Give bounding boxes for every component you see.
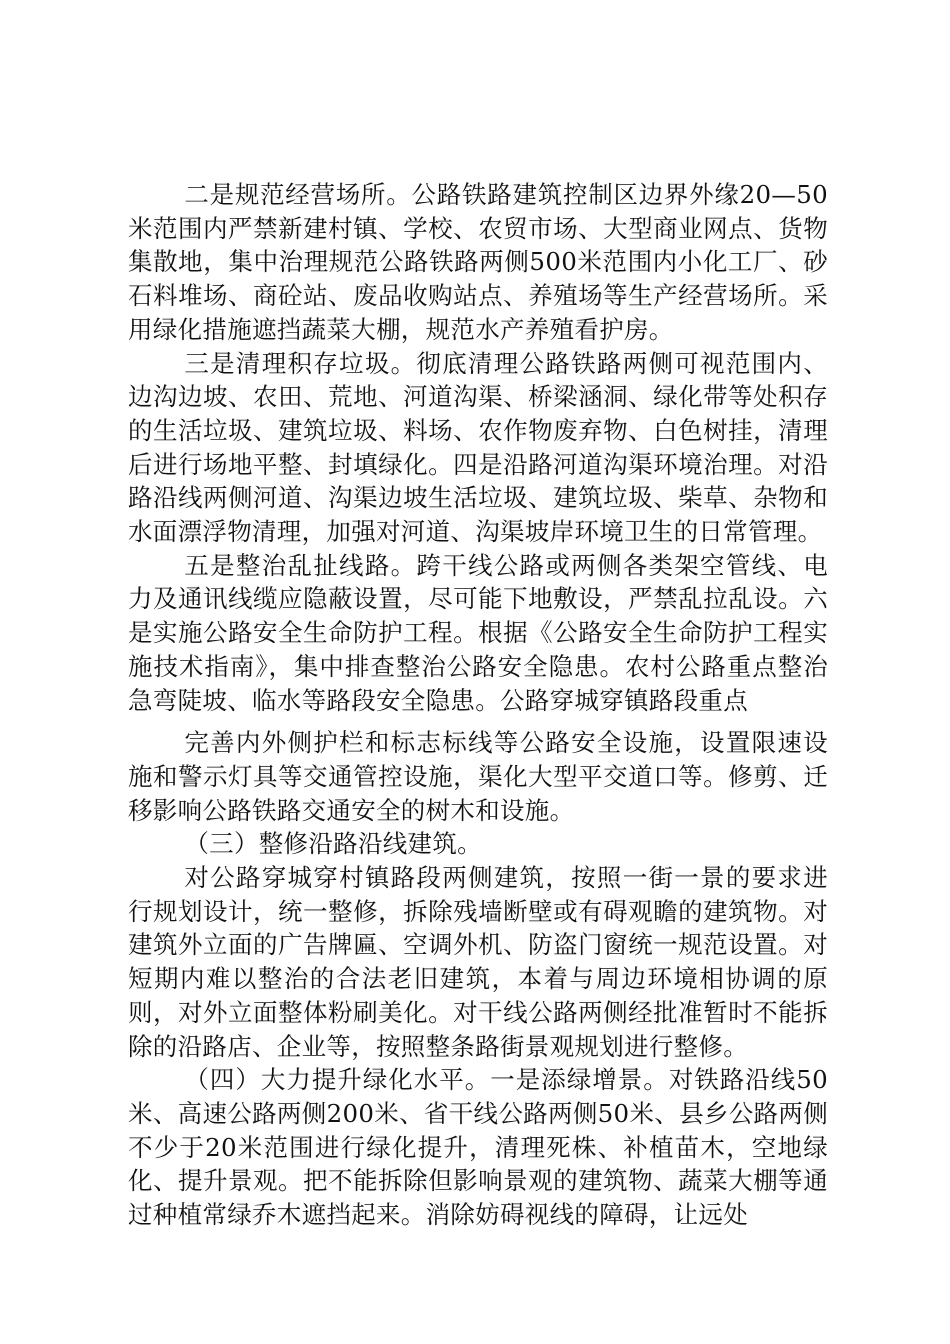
section-heading-buildings: （三）整修沿路沿线建筑。 <box>184 829 482 859</box>
paragraph-regulate-business-sites: 二是规范经营场所。公路铁路建筑控制区边界外缘20—50米范围内严禁新建村镇、学校、农贸市场、大型商业网点、货物集散地，集中治理规范公路铁路两侧500米范围内小化工厂、砂石料堆场、商砼站、废品收购站点、养殖场等生产经营场所。采用绿化措施遮挡蔬菜大棚，规范水产养殖看护房。 <box>128 180 828 344</box>
paragraph-clean-garbage: 三是清理积存垃圾。彻底清理公路铁路两侧可视范围内、边沟边坡、农田、荒地、河道沟渠、桥梁涵洞、绿化带等处积存的生活垃圾、建筑垃圾、料场、农作物废弃物、白色树挂，清理后进行场地平整、封填绿化。四是沿路河道沟渠环境治理。对沿路沿线两侧河道、沟渠边坡生活垃圾、建筑垃圾、柴草、杂物和水面漂浮物清理，加强对河道、沟渠坡岸环境卫生的日常管理。 <box>128 348 828 547</box>
paragraph-building-renovation: 对公路穿城穿村镇路段两侧建筑，按照一街一景的要求进行规划设计，统一整修，拆除残墙断壁或有碍观瞻的建筑物。对建筑外立面的广告牌匾、空调外机、防盗门窗统一规范设置。对短期内难以整治的合法老旧建筑，本着与周边环境相协调的原则，对外立面整体粉刷美化。对干线公路两侧经批准暂时不能拆除的沿路店、企业等，按照整条路街景观规划进行整修。 <box>128 863 828 1061</box>
paragraph-greening: （四）大力提升绿化水平。一是添绿增景。对铁路沿线50米、高速公路两侧200米、省干线公路两侧50米、县乡公路两侧不少于20米范围进行绿化提升，清理死株、补植苗木，空地绿化、提升景观。把不能拆除但影响景观的建筑物、蔬菜大棚等通过种植常绿乔木遮挡起来。消除妨碍视线的障碍，让远处 <box>128 1065 828 1230</box>
paragraph-fix-wiring: 五是整治乱扯线路。跨干线公路或两侧各类架空管线、电力及通讯线缆应隐蔽设置，尽可能下地敷设，严禁乱拉乱设。六是实施公路安全生命防护工程。根据《公路安全生命防护工程实施技术指南》，集中排查整治公路安全隐患。农村公路重点整治急弯陡坡、临水等路段安全隐患。公路穿城穿镇路段重点 <box>128 550 828 715</box>
paragraph-safety-facilities: 完善内外侧护栏和标志标线等公路安全设施，设置限速设施和警示灯具等交通管控设施，渠化大型平交道口等。修剪、迁移影响公路铁路交通安全的树木和设施。 <box>128 728 828 825</box>
document-body <box>128 178 828 1232</box>
